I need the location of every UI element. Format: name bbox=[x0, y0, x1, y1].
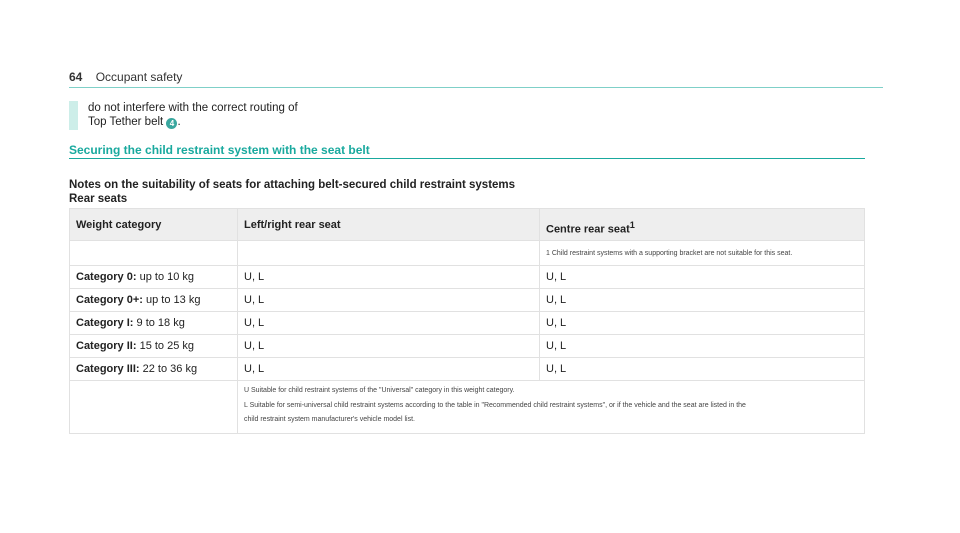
category-range: 9 to 18 kg bbox=[136, 317, 185, 329]
section-title: Securing the child restraint system with the seat belt bbox=[69, 143, 370, 157]
category-range: up to 10 kg bbox=[139, 271, 195, 283]
weight-category-cell bbox=[70, 335, 238, 358]
table-header-row bbox=[70, 209, 865, 241]
page-header bbox=[69, 70, 182, 84]
table-heading-line-2: Rear seats bbox=[69, 193, 128, 205]
left-right-value: U, L bbox=[238, 358, 540, 381]
category-label: Category I: bbox=[76, 317, 134, 329]
legend-row bbox=[70, 381, 865, 434]
weight-category-cell bbox=[70, 289, 238, 312]
table-row bbox=[70, 266, 865, 289]
legend-u: U Suitable for child restraint systems of the "Universal" category in this weight category. bbox=[244, 387, 515, 394]
section-divider bbox=[69, 158, 865, 159]
header-left-right-seat: Left/right rear seat bbox=[238, 209, 540, 241]
left-right-value: U, L bbox=[238, 312, 540, 335]
table-row bbox=[70, 358, 865, 381]
category-range: 15 to 25 kg bbox=[139, 340, 195, 352]
table-row bbox=[70, 312, 865, 335]
table-heading bbox=[69, 178, 515, 206]
centre-value: U, L bbox=[540, 266, 865, 289]
item-number-badge: 4 bbox=[166, 118, 177, 129]
footnote-row bbox=[70, 241, 865, 266]
header-weight-category: Weight category bbox=[70, 209, 238, 241]
note-text bbox=[88, 101, 298, 129]
centre-value: U, L bbox=[540, 289, 865, 312]
category-range: 22 to 36 kg bbox=[142, 363, 198, 375]
table-row bbox=[70, 289, 865, 312]
footnote-marker: 1 bbox=[629, 219, 635, 230]
left-right-value: U, L bbox=[238, 335, 540, 358]
header-centre-seat bbox=[540, 209, 865, 241]
left-right-value: U, L bbox=[238, 289, 540, 312]
category-label: Category II: bbox=[76, 340, 137, 352]
category-label: Category 0: bbox=[76, 271, 137, 283]
legend-empty-cell bbox=[70, 381, 238, 434]
table-row bbox=[70, 335, 865, 358]
category-range: up to 13 kg bbox=[146, 294, 201, 306]
note-bar bbox=[69, 101, 78, 130]
footnote-empty-cell bbox=[238, 241, 540, 266]
legend-l-line-1: L Suitable for semi-universal child restraint systems according to the table in "Recommended child restraint systems", or if the vehicle and the seat are listed in the bbox=[244, 401, 746, 409]
centre-value: U, L bbox=[540, 312, 865, 335]
centre-value: U, L bbox=[540, 335, 865, 358]
category-label: Category III: bbox=[76, 363, 140, 375]
note-line-2-text: Top Tether belt bbox=[88, 116, 164, 128]
seat-suitability-table bbox=[69, 208, 865, 434]
weight-category-cell bbox=[70, 312, 238, 335]
category-label: Category 0+: bbox=[76, 294, 143, 306]
page-number: 64 bbox=[69, 70, 83, 84]
left-right-value: U, L bbox=[238, 266, 540, 289]
note-line-2-suffix: . bbox=[177, 116, 181, 128]
header-centre-seat-label: Centre rear seat bbox=[546, 223, 630, 236]
weight-category-cell bbox=[70, 266, 238, 289]
footnote-empty-cell bbox=[70, 241, 238, 266]
weight-category-cell bbox=[70, 358, 238, 381]
note-line-1: do not interfere with the correct routing of bbox=[88, 102, 298, 114]
legend-l-line-2: child restraint system manufacturer's vehicle model list. bbox=[244, 416, 415, 423]
note-line-2 bbox=[88, 115, 298, 129]
centre-value: U, L bbox=[540, 358, 865, 381]
table-heading-line-1: Notes on the suitability of seats for attaching belt-secured child restraint systems bbox=[69, 179, 516, 191]
header-divider bbox=[69, 87, 883, 88]
centre-seat-footnote: 1 Child restraint systems with a supporting bracket are not suitable for this seat. bbox=[540, 241, 865, 266]
legend-cell bbox=[238, 381, 865, 434]
section-name: Occupant safety bbox=[95, 70, 183, 84]
